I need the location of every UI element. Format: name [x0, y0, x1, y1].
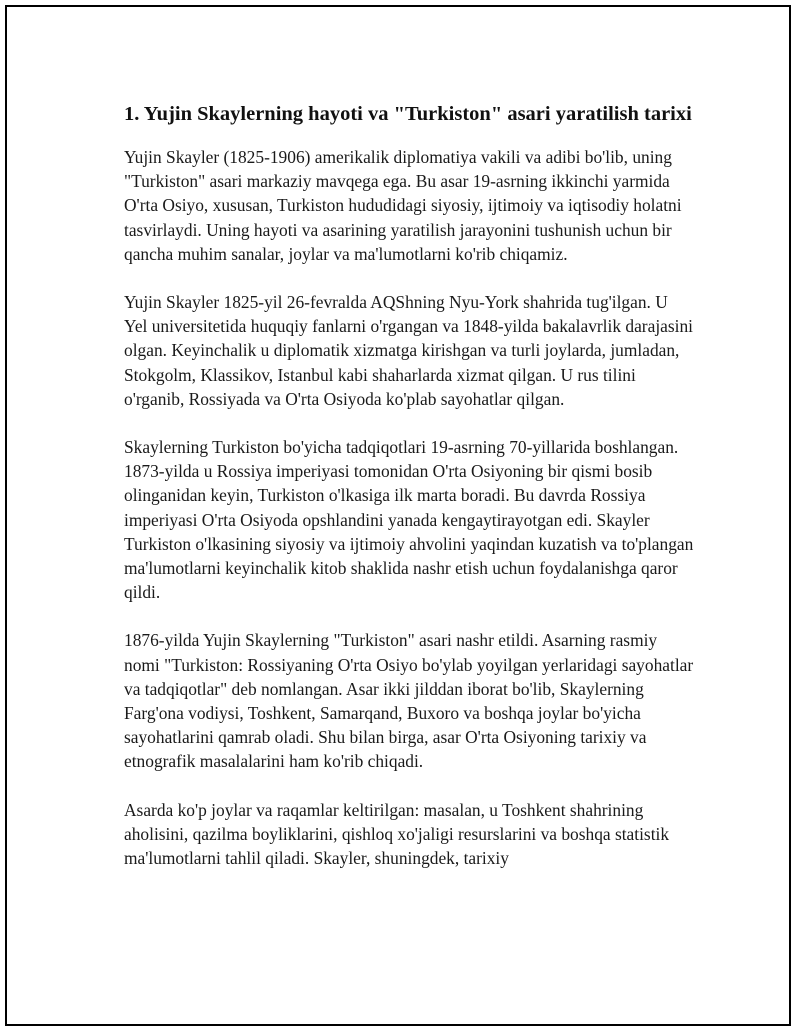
- paragraph-intro: Yujin Skayler (1825-1906) amerikalik diplomatiya vakili va adibi bo'lib, uning "Turkiston" asari markaziy mavqega ega. Bu asar 19-asrning ikkinchi yarmida O'rta Osiyo, xususan, Turkiston hududidagi siyosiy, ijtimoiy va iqtisodiy holatni tasvirlaydi. Uning hayoti va asarining yaratilish jarayonini tushunish uchun bir qancha muhim sanalar, joylar va ma'lumotlarni ko'rib chiqamiz.: [124, 147, 682, 264]
- document-body: [124, 101, 694, 894]
- page-frame: [5, 5, 791, 1026]
- paragraph-statistics: Asarda ko'p joylar va raqamlar keltirilgan: masalan, u Toshkent shahrining aholisini, qazilma boyliklarini, qishloq xo'jaligi resurslarini va boshqa statistik ma'lumotlarni tahlil qiladi. Skayler, shuningdek, tarixiy: [124, 799, 670, 869]
- paragraph-research: Skaylerning Turkiston bo'yicha tadqiqotlari 19-asrning 70-yillarida boshlangan. 1873-yilda u Rossiya imperiyasi tomonidan O'rta Osiyoning bir qismi bosib olinganidan keyin, Turkiston o'lkasiga ilk marta boradi. Bu davrda Rossiya imperiyasi O'rta Osiyoda opshlandini yanada kengaytirayotgan edi. Skayler Turkiston o'lkasining siyosiy va ijtimoiy ahvolini yaqindan kuzatish va to'plangan ma'lumotlarni keyinchalik kitob shaklida nashr etish uchun foydalanishga qaror qildi.: [124, 437, 694, 603]
- document-title: 1. Yujin Skaylerning hayoti va "Turkiston" asari yaratilish tarixi: [124, 103, 692, 125]
- paragraph-biography: Yujin Skayler 1825-yil 26-fevralda AQShning Nyu-York shahrida tug'ilgan. U Yel universitetida huquqiy fanlarni o'rgangan va 1848-yilda bakalavrlik darajasini olgan. Keyinchalik u diplomatik xizmatga kirishgan va turli joylarda, jumladan, Stokgolm, Klassikov, Istanbul kabi shaharlarda xizmat qilgan. U rus tilini o'rganib, Rossiyada va O'rta Osiyoda ko'plab sayohatlar qilgan.: [124, 292, 693, 409]
- paragraph-publication: 1876-yilda Yujin Skaylerning "Turkiston" asari nashr etildi. Asarning rasmiy nomi "Turkiston: Rossiyaning O'rta Osiyo bo'ylab yoyilgan yerlaridagi sayohatlar va tadqiqotlar" deb nomlangan. Asar ikki jilddan iborat bo'lib, Skaylerning Farg'ona vodiysi, Toshkent, Samarqand, Buxoro va boshqa joylar bo'yicha sayohatlarini qamrab oladi. Shu bilan birga, asar O'rta Osiyoning tarixiy va etnografik masalalarini ham ko'rib chiqadi.: [124, 630, 694, 772]
